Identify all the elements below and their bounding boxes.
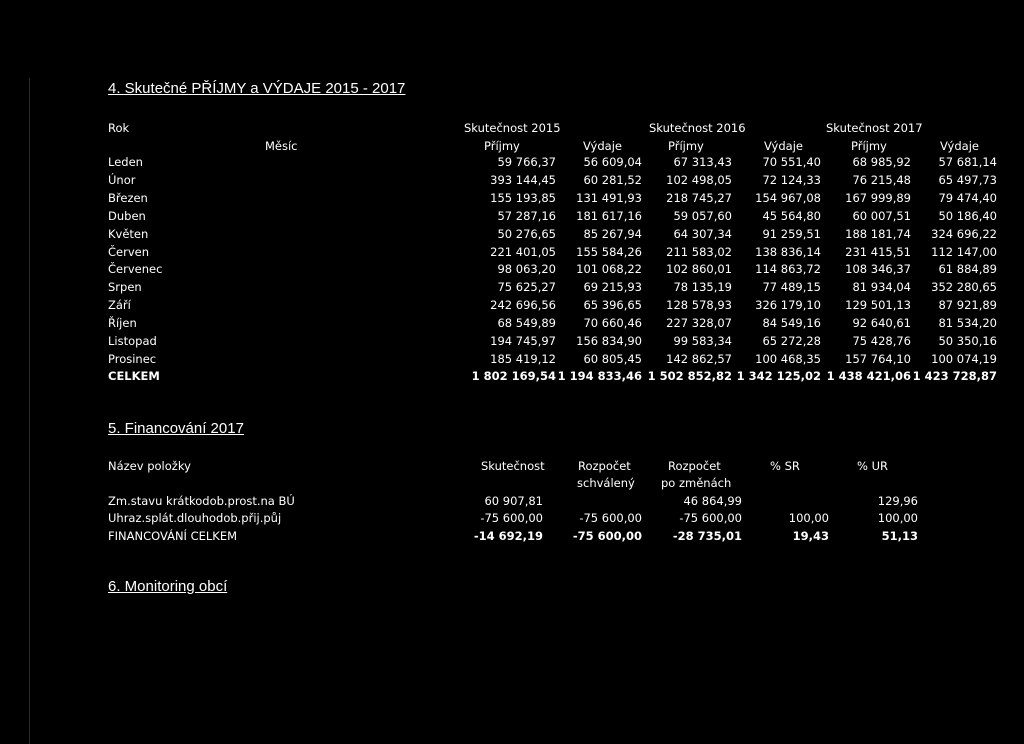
header-col-prijmy-2015: Příjmy [484, 139, 520, 153]
section-6-title: 6. Monitoring obcí [108, 578, 228, 595]
header-col-prijmy-2016: Příjmy [668, 139, 704, 153]
table-cell: 78 135,19 [673, 280, 732, 294]
table-cell: 114 863,72 [755, 262, 821, 276]
table-cell: 129,96 [877, 494, 918, 508]
total-cell: -28 735,01 [672, 529, 742, 543]
table-cell: 326 179,10 [755, 298, 821, 312]
table-cell: 45 564,80 [762, 209, 821, 223]
header-rozpocet-po-zmenach: Rozpočet [668, 459, 721, 473]
table-cell: 67 313,43 [673, 155, 732, 169]
header-col-vydaje-2017: Výdaje [940, 139, 979, 153]
header-schvaleny: schválený [577, 476, 635, 490]
table-cell: 68 549,89 [497, 316, 556, 330]
month-label: Květen [108, 227, 149, 241]
header-year-2017: Skutečnost 2017 [826, 121, 923, 135]
header-po-zmenach: po změnách [661, 476, 732, 490]
table-cell: 100 468,35 [755, 352, 821, 366]
total-cell: -14 692,19 [473, 529, 543, 543]
header-col-prijmy-2017: Příjmy [851, 139, 887, 153]
table-cell: 59 766,37 [497, 155, 556, 169]
table-cell: 60 281,52 [583, 173, 642, 187]
table-cell: 154 967,08 [755, 191, 821, 205]
header-rok: Rok [108, 121, 130, 135]
total-label: FINANCOVÁNÍ CELKEM [108, 529, 238, 543]
table-cell: 65 272,28 [762, 334, 821, 348]
table-cell: 155 584,26 [576, 245, 642, 259]
total-cell: 1 423 728,87 [912, 369, 997, 383]
header-mesic: Měsíc [265, 139, 298, 153]
table-cell: 100,00 [877, 511, 918, 525]
total-cell: 1 802 169,54 [471, 369, 556, 383]
table-cell: 138 836,14 [755, 245, 821, 259]
table-cell: 69 215,93 [583, 280, 642, 294]
header-year-2016: Skutečnost 2016 [649, 121, 746, 135]
total-cell: 1 342 125,02 [736, 369, 821, 383]
month-label: Leden [108, 155, 143, 169]
item-label: Uhraz.splát.dlouhodob.přij.půj [108, 511, 282, 525]
table-cell: -75 600,00 [480, 511, 543, 525]
table-cell: 72 124,33 [762, 173, 821, 187]
header-col-vydaje-2016: Výdaje [764, 139, 803, 153]
table-cell: 84 549,16 [762, 316, 821, 330]
table-cell: 188 181,74 [845, 227, 911, 241]
table-cell: 242 696,56 [490, 298, 556, 312]
table-cell: 64 307,34 [673, 227, 732, 241]
table-cell: 194 745,97 [490, 334, 556, 348]
header-nazev-polozky: Název položky [108, 459, 191, 473]
header-col-vydaje-2015: Výdaje [583, 139, 622, 153]
header-rozpocet-schvaleny: Rozpočet [578, 459, 631, 473]
table-cell: 50 350,16 [938, 334, 997, 348]
table-cell: 131 491,93 [576, 191, 642, 205]
month-label: Červen [108, 245, 150, 259]
item-label: Zm.stavu krátkodob.prost.na BÚ [108, 494, 295, 508]
table-cell: 50 186,40 [938, 209, 997, 223]
table-cell: 59 057,60 [673, 209, 732, 223]
table-cell: 185 419,12 [490, 352, 556, 366]
section-4-title: 4. Skutečné PŘÍJMY a VÝDAJE 2015 - 2017 [108, 80, 406, 97]
table-cell: 156 834,90 [576, 334, 642, 348]
table-cell: -75 600,00 [579, 511, 642, 525]
table-cell: 102 860,01 [666, 262, 732, 276]
table-cell: 81 534,20 [938, 316, 997, 330]
table-cell: 70 660,46 [583, 316, 642, 330]
total-label: CELKEM [108, 369, 160, 383]
total-cell: 1 502 852,82 [647, 369, 732, 383]
table-cell: 70 551,40 [762, 155, 821, 169]
month-label: Listopad [108, 334, 157, 348]
month-label: Červenec [108, 262, 163, 276]
table-cell: 352 280,65 [931, 280, 997, 294]
total-cell: 1 194 833,46 [557, 369, 642, 383]
month-label: Únor [108, 173, 136, 187]
header-pct-ur: % UR [857, 459, 888, 473]
table-cell: 100 074,19 [931, 352, 997, 366]
table-cell: -75 600,00 [679, 511, 742, 525]
month-label: Září [108, 298, 131, 312]
table-cell: 167 999,89 [845, 191, 911, 205]
total-cell: 1 438 421,06 [826, 369, 911, 383]
table-cell: 98 063,20 [497, 262, 556, 276]
table-cell: 157 764,10 [845, 352, 911, 366]
table-cell: 57 287,16 [497, 209, 556, 223]
total-cell: 51,13 [881, 529, 918, 543]
table-cell: 99 583,34 [673, 334, 732, 348]
table-cell: 221 401,05 [490, 245, 556, 259]
month-label: Duben [108, 209, 146, 223]
header-year-2015: Skutečnost 2015 [464, 121, 561, 135]
table-cell: 102 498,05 [666, 173, 732, 187]
table-cell: 60 805,45 [583, 352, 642, 366]
month-label: Prosinec [108, 352, 157, 366]
table-cell: 75 625,27 [497, 280, 556, 294]
table-cell: 112 147,00 [931, 245, 997, 259]
table-cell: 92 640,61 [852, 316, 911, 330]
month-label: Březen [108, 191, 148, 205]
table-cell: 65 396,65 [583, 298, 642, 312]
table-cell: 142 862,57 [666, 352, 732, 366]
table-cell: 57 681,14 [938, 155, 997, 169]
table-cell: 101 068,22 [576, 262, 642, 276]
total-cell: -75 600,00 [572, 529, 642, 543]
table-cell: 76 215,48 [852, 173, 911, 187]
table-cell: 324 696,22 [931, 227, 997, 241]
table-cell: 129 501,13 [845, 298, 911, 312]
table-cell: 77 489,15 [762, 280, 821, 294]
table-cell: 393 144,45 [490, 173, 556, 187]
header-skutecnost: Skutečnost [481, 459, 545, 473]
table-cell: 60 007,51 [852, 209, 911, 223]
table-cell: 227 328,07 [666, 316, 732, 330]
margin-line [29, 78, 30, 744]
table-cell: 81 934,04 [852, 280, 911, 294]
table-cell: 100,00 [788, 511, 829, 525]
table-cell: 218 745,27 [666, 191, 732, 205]
table-cell: 181 617,16 [576, 209, 642, 223]
header-pct-sr: % SR [770, 459, 800, 473]
table-cell: 68 985,92 [852, 155, 911, 169]
table-cell: 108 346,37 [845, 262, 911, 276]
month-label: Srpen [108, 280, 142, 294]
table-cell: 65 497,73 [938, 173, 997, 187]
table-cell: 75 428,76 [852, 334, 911, 348]
table-cell: 128 578,93 [666, 298, 732, 312]
table-cell: 91 259,51 [762, 227, 821, 241]
table-cell: 87 921,89 [938, 298, 997, 312]
table-cell: 155 193,85 [490, 191, 556, 205]
table-cell: 50 276,65 [497, 227, 556, 241]
table-cell: 56 609,04 [583, 155, 642, 169]
table-cell: 60 907,81 [484, 494, 543, 508]
section-5-title: 5. Financování 2017 [108, 420, 244, 437]
table-cell: 231 415,51 [845, 245, 911, 259]
table-cell: 85 267,94 [583, 227, 642, 241]
table-cell: 46 864,99 [683, 494, 742, 508]
month-label: Říjen [108, 316, 137, 330]
table-cell: 61 884,89 [938, 262, 997, 276]
table-cell: 79 474,40 [938, 191, 997, 205]
table-cell: 211 583,02 [666, 245, 732, 259]
total-cell: 19,43 [792, 529, 829, 543]
